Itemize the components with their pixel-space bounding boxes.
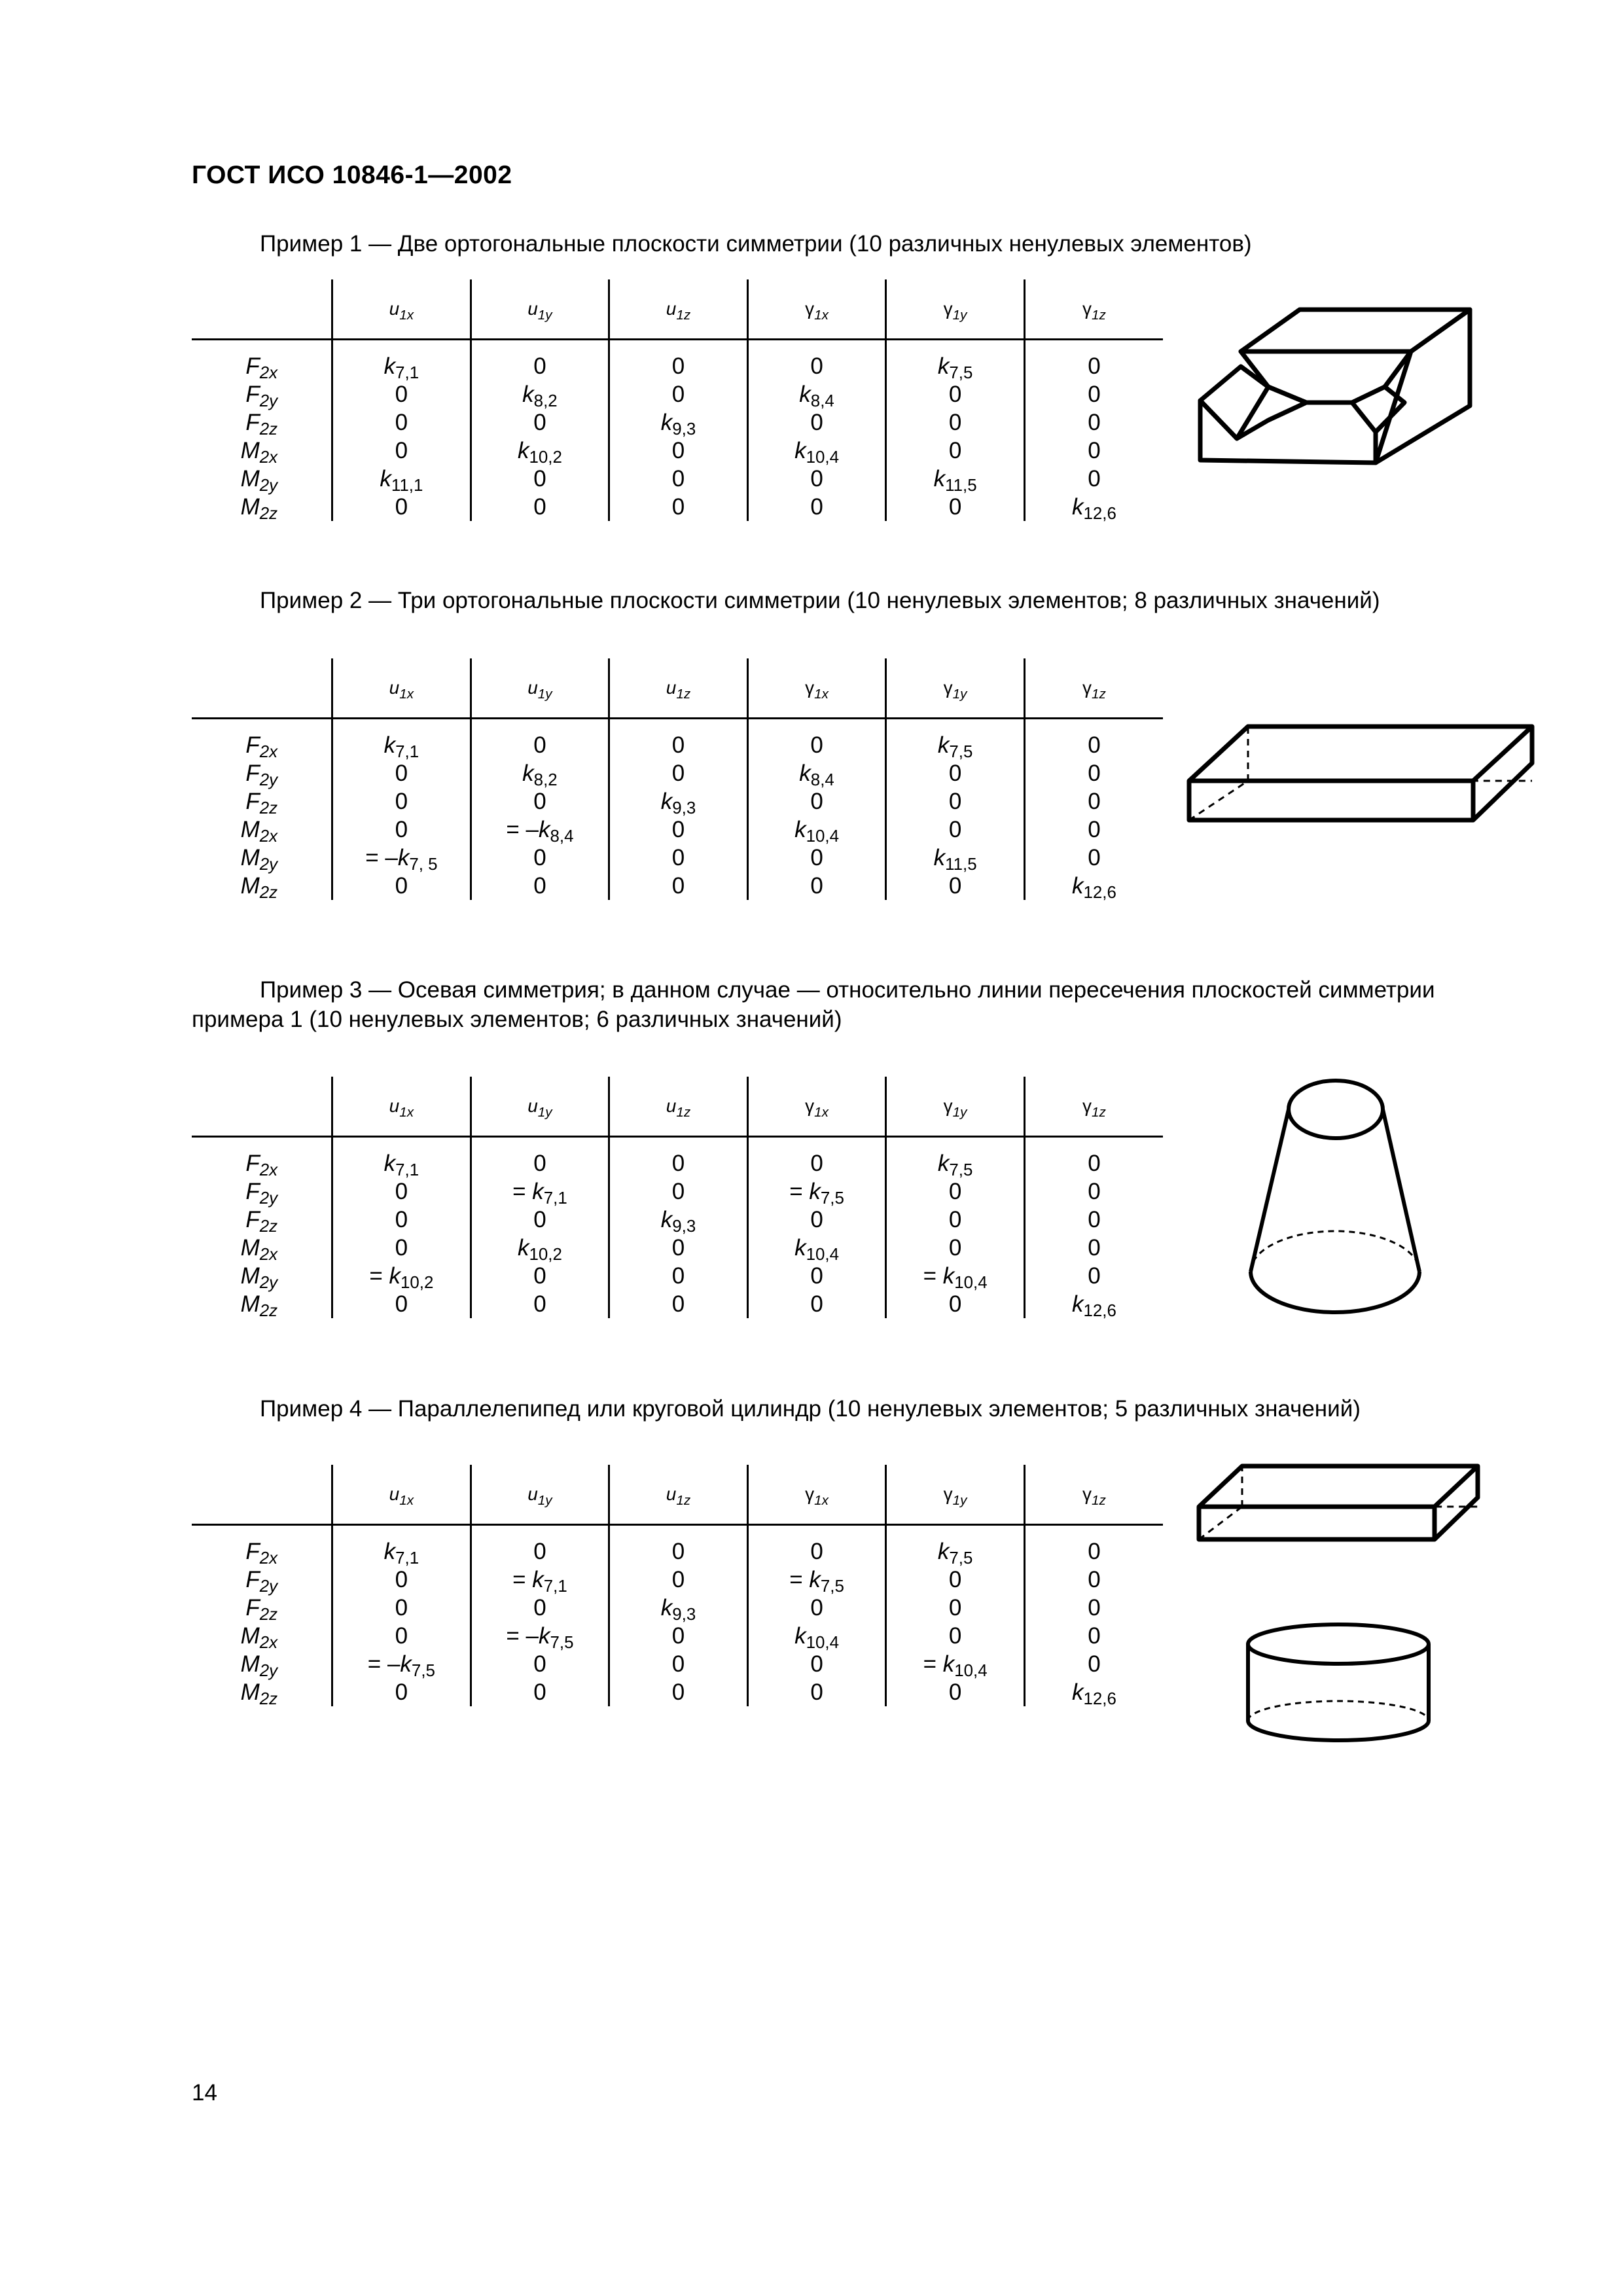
matrix-cell: 0 xyxy=(886,380,1025,408)
row-label: $M_{2y}$ xyxy=(240,1263,278,1292)
matrix-cell: 0 xyxy=(1024,1566,1163,1594)
matrix-cell: 0 xyxy=(747,787,886,816)
matrix-cell: 0 xyxy=(609,872,748,900)
matrix-cell: 0 xyxy=(609,1566,748,1594)
example-3-matrix xyxy=(192,1077,1163,1318)
matrix-cell: 0 xyxy=(471,1678,609,1706)
matrix-cell: 0 xyxy=(1024,1262,1163,1290)
matrix-cell: 0 xyxy=(886,1622,1025,1650)
matrix-cell: $k_{8,4}$ xyxy=(747,759,886,787)
matrix-cell: 0 xyxy=(609,1525,748,1566)
matrix-cell: 0 xyxy=(609,1650,748,1678)
matrix-cell: 0 xyxy=(609,1262,748,1290)
matrix-cell: $k_{10,4}$ xyxy=(747,1234,886,1262)
matrix-cell: 0 xyxy=(1024,465,1163,493)
column-header-5: $\gamma_{1z}$ xyxy=(1024,1077,1163,1137)
matrix-cell: 0 xyxy=(747,1290,886,1318)
matrix-cell: 0 xyxy=(1024,1234,1163,1262)
page-number: 14 xyxy=(192,2080,217,2106)
matrix-cell: = $k_{10,2}$ xyxy=(332,1262,471,1290)
matrix-cell: 0 xyxy=(609,759,748,787)
matrix-cell: 0 xyxy=(1024,1177,1163,1206)
matrix-cell: 0 xyxy=(609,340,748,381)
matrix-cell: $k_{10,4}$ xyxy=(747,1622,886,1650)
matrix-cell: 0 xyxy=(1024,1206,1163,1234)
matrix-cell: 0 xyxy=(1024,380,1163,408)
matrix-cell: 0 xyxy=(747,1262,886,1290)
row-label: $F_{2z}$ xyxy=(245,789,278,817)
matrix-cell: 0 xyxy=(471,1290,609,1318)
column-header-5: $\gamma_{1z}$ xyxy=(1024,279,1163,340)
column-header-4: $\gamma_{1y}$ xyxy=(886,279,1025,340)
row-label: $M_{2z}$ xyxy=(240,873,278,902)
matrix-cell: 0 xyxy=(471,1206,609,1234)
matrix-cell: 0 xyxy=(747,1137,886,1178)
matrix-cell: $k_{11,5}$ xyxy=(886,465,1025,493)
example-1-caption: Пример 1 — Две ортогональные плоскости симметрии (10 различных ненулевых элементов) xyxy=(260,231,1252,257)
matrix-cell: 0 xyxy=(886,787,1025,816)
column-header-0: $u_{1x}$ xyxy=(332,658,471,719)
row-label: $F_{2y}$ xyxy=(245,1179,278,1208)
row-label: $F_{2x}$ xyxy=(245,353,278,382)
column-header-0: $u_{1x}$ xyxy=(332,279,471,340)
matrix-cell: 0 xyxy=(747,1594,886,1622)
matrix-cell: $k_{9,3}$ xyxy=(609,1594,748,1622)
row-label: $M_{2x}$ xyxy=(240,1235,278,1264)
matrix-row xyxy=(192,719,1163,760)
matrix-cell: = $k_{7,5}$ xyxy=(747,1566,886,1594)
matrix-cell: $k_{7,1}$ xyxy=(332,340,471,381)
example-4-caption: Пример 4 — Параллелепипед или круговой цилиндр (10 ненулевых элементов; 5 различных значений) xyxy=(260,1396,1361,1422)
matrix-cell: 0 xyxy=(471,408,609,437)
matrix-cell: 0 xyxy=(747,719,886,760)
matrix-cell: 0 xyxy=(747,1206,886,1234)
matrix-cell: $k_{10,2}$ xyxy=(471,437,609,465)
example-1-matrix xyxy=(192,279,1163,521)
example-2-matrix xyxy=(192,658,1163,900)
column-header-0: $u_{1x}$ xyxy=(332,1465,471,1525)
matrix-cell: 0 xyxy=(1024,816,1163,844)
matrix-cell: = $-k_{7,5}$ xyxy=(332,1650,471,1678)
matrix-cell: 0 xyxy=(747,465,886,493)
matrix-cell: $k_{12,6}$ xyxy=(1024,1678,1163,1706)
matrix-row xyxy=(192,465,1163,493)
matrix-cell: 0 xyxy=(471,465,609,493)
matrix-cell: 0 xyxy=(886,1206,1025,1234)
matrix-row xyxy=(192,437,1163,465)
matrix-cell: 0 xyxy=(1024,787,1163,816)
matrix-cell: 0 xyxy=(1024,340,1163,381)
chamfered-block-figure xyxy=(1195,291,1489,468)
corner-cell xyxy=(192,1465,332,1525)
matrix-cell: $k_{10,2}$ xyxy=(471,1234,609,1262)
matrix-cell: 0 xyxy=(471,787,609,816)
matrix-cell: $k_{8,2}$ xyxy=(471,759,609,787)
matrix-cell: 0 xyxy=(747,1650,886,1678)
column-header-2: $u_{1z}$ xyxy=(609,279,748,340)
matrix-cell: = $-k_{8,4}$ xyxy=(471,816,609,844)
row-label: $F_{2z}$ xyxy=(245,1207,278,1236)
matrix-cell: 0 xyxy=(609,1622,748,1650)
matrix-row xyxy=(192,1262,1163,1290)
matrix-cell: $k_{7,5}$ xyxy=(886,1525,1025,1566)
column-header-2: $u_{1z}$ xyxy=(609,1077,748,1137)
column-header-3: $\gamma_{1x}$ xyxy=(747,658,886,719)
row-label: $M_{2x}$ xyxy=(240,438,278,467)
matrix-cell: 0 xyxy=(747,1678,886,1706)
matrix-cell: 0 xyxy=(332,380,471,408)
matrix-row xyxy=(192,759,1163,787)
matrix-cell: $k_{12,6}$ xyxy=(1024,1290,1163,1318)
matrix-cell: 0 xyxy=(609,437,748,465)
matrix-cell: 0 xyxy=(332,1566,471,1594)
example-3-caption: Пример 3 — Осевая симметрия; в данном случае — относительно линии пересечения плоскостей симметрии примера 1 (10 ненулевых элементов; 6 различных значений) xyxy=(192,977,1435,1032)
matrix-cell: 0 xyxy=(609,380,748,408)
matrix-cell: 0 xyxy=(332,1206,471,1234)
matrix-cell: $k_{7,1}$ xyxy=(332,1137,471,1178)
matrix-cell: $k_{9,3}$ xyxy=(609,408,748,437)
column-header-1: $u_{1y}$ xyxy=(471,1077,609,1137)
matrix-cell: 0 xyxy=(332,759,471,787)
matrix-cell: 0 xyxy=(747,1525,886,1566)
matrix-cell: 0 xyxy=(332,1234,471,1262)
column-header-0: $u_{1x}$ xyxy=(332,1077,471,1137)
matrix-cell: 0 xyxy=(471,844,609,872)
column-header-2: $u_{1z}$ xyxy=(609,1465,748,1525)
matrix-cell: 0 xyxy=(886,872,1025,900)
matrix-cell: 0 xyxy=(747,493,886,521)
row-label: $M_{2x}$ xyxy=(240,1623,278,1652)
matrix-cell: $k_{7,5}$ xyxy=(886,719,1025,760)
matrix-cell: = $k_{7,1}$ xyxy=(471,1566,609,1594)
matrix-row xyxy=(192,1566,1163,1594)
column-header-4: $\gamma_{1y}$ xyxy=(886,1077,1025,1137)
row-label: $M_{2z}$ xyxy=(240,494,278,523)
matrix-cell: 0 xyxy=(332,816,471,844)
matrix-row xyxy=(192,787,1163,816)
matrix-cell: 0 xyxy=(332,408,471,437)
matrix-cell: 0 xyxy=(609,844,748,872)
matrix-cell: $k_{8,4}$ xyxy=(747,380,886,408)
matrix-cell: 0 xyxy=(471,1262,609,1290)
row-label: $F_{2x}$ xyxy=(245,1151,278,1179)
row-label: $M_{2y}$ xyxy=(240,466,278,495)
row-label: $M_{2y}$ xyxy=(240,1651,278,1680)
row-label: $F_{2z}$ xyxy=(245,1595,278,1624)
matrix-cell: $k_{11,5}$ xyxy=(886,844,1025,872)
matrix-cell: 0 xyxy=(332,493,471,521)
matrix-cell: 0 xyxy=(886,816,1025,844)
matrix-cell: 0 xyxy=(886,437,1025,465)
matrix-cell: = $k_{7,1}$ xyxy=(471,1177,609,1206)
matrix-cell: 0 xyxy=(747,408,886,437)
row-label: $M_{2z}$ xyxy=(240,1679,278,1708)
matrix-cell: 0 xyxy=(332,437,471,465)
matrix-cell: $k_{7,1}$ xyxy=(332,1525,471,1566)
matrix-row xyxy=(192,1650,1163,1678)
matrix-cell: = $k_{7,5}$ xyxy=(747,1177,886,1206)
matrix-cell: 0 xyxy=(332,1594,471,1622)
matrix-cell: 0 xyxy=(609,816,748,844)
matrix-cell: 0 xyxy=(1024,1622,1163,1650)
matrix-row xyxy=(192,1234,1163,1262)
matrix-cell: $k_{10,4}$ xyxy=(747,816,886,844)
matrix-cell: 0 xyxy=(471,340,609,381)
matrix-row xyxy=(192,872,1163,900)
matrix-cell: 0 xyxy=(747,872,886,900)
matrix-cell: 0 xyxy=(886,1177,1025,1206)
corner-cell xyxy=(192,279,332,340)
column-header-3: $\gamma_{1x}$ xyxy=(747,1077,886,1137)
document-header: ГОСТ ИСО 10846-1—2002 xyxy=(192,161,512,189)
example-4-matrix xyxy=(192,1465,1163,1706)
matrix-cell: 0 xyxy=(886,759,1025,787)
matrix-cell: 0 xyxy=(471,719,609,760)
matrix-cell: 0 xyxy=(886,1594,1025,1622)
matrix-cell: 0 xyxy=(471,493,609,521)
row-label: $M_{2z}$ xyxy=(240,1291,278,1320)
matrix-cell: 0 xyxy=(471,1594,609,1622)
matrix-cell: 0 xyxy=(1024,759,1163,787)
matrix-cell: $k_{9,3}$ xyxy=(609,787,748,816)
matrix-cell: 0 xyxy=(1024,1525,1163,1566)
row-label: $M_{2y}$ xyxy=(240,845,278,874)
matrix-cell: 0 xyxy=(471,1137,609,1178)
matrix-cell: 0 xyxy=(1024,844,1163,872)
matrix-cell: = $-k_{7, 5}$ xyxy=(332,844,471,872)
matrix-cell: $k_{12,6}$ xyxy=(1024,493,1163,521)
example-2-caption: Пример 2 — Три ортогональные плоскости симметрии (10 ненулевых элементов; 8 различных значений) xyxy=(260,588,1380,613)
matrix-cell: 0 xyxy=(332,1678,471,1706)
matrix-cell: 0 xyxy=(1024,437,1163,465)
truncated-cone-figure xyxy=(1240,1075,1430,1318)
matrix-row xyxy=(192,844,1163,872)
column-header-4: $\gamma_{1y}$ xyxy=(886,1465,1025,1525)
matrix-cell: $k_{8,2}$ xyxy=(471,380,609,408)
matrix-cell: 0 xyxy=(471,1650,609,1678)
matrix-cell: 0 xyxy=(609,1290,748,1318)
row-label: $F_{2y}$ xyxy=(245,382,278,410)
matrix-cell: 0 xyxy=(1024,1650,1163,1678)
matrix-row xyxy=(192,340,1163,381)
matrix-row xyxy=(192,1137,1163,1178)
matrix-cell: = $k_{10,4}$ xyxy=(886,1650,1025,1678)
row-label: $F_{2z}$ xyxy=(245,410,278,439)
column-header-2: $u_{1z}$ xyxy=(609,658,748,719)
matrix-cell: 0 xyxy=(886,1678,1025,1706)
matrix-cell: 0 xyxy=(332,787,471,816)
column-header-3: $\gamma_{1x}$ xyxy=(747,1465,886,1525)
matrix-cell: $k_{12,6}$ xyxy=(1024,872,1163,900)
matrix-cell: 0 xyxy=(1024,719,1163,760)
matrix-cell: 0 xyxy=(1024,1137,1163,1178)
matrix-cell: 0 xyxy=(609,719,748,760)
matrix-cell: 0 xyxy=(1024,408,1163,437)
matrix-cell: 0 xyxy=(1024,1594,1163,1622)
matrix-row xyxy=(192,1678,1163,1706)
row-label: $M_{2x}$ xyxy=(240,817,278,846)
column-header-5: $\gamma_{1z}$ xyxy=(1024,658,1163,719)
flat-box-figure xyxy=(1181,719,1548,830)
matrix-cell: 0 xyxy=(609,465,748,493)
row-label: $F_{2y}$ xyxy=(245,1567,278,1596)
column-header-1: $u_{1y}$ xyxy=(471,279,609,340)
column-header-3: $\gamma_{1x}$ xyxy=(747,279,886,340)
row-label: $F_{2x}$ xyxy=(245,732,278,761)
matrix-cell: $k_{7,5}$ xyxy=(886,1137,1025,1178)
row-label: $F_{2y}$ xyxy=(245,761,278,789)
matrix-row xyxy=(192,408,1163,437)
matrix-cell: 0 xyxy=(471,1525,609,1566)
box-figure xyxy=(1192,1457,1487,1549)
matrix-cell: $k_{11,1}$ xyxy=(332,465,471,493)
matrix-cell: 0 xyxy=(609,493,748,521)
column-header-1: $u_{1y}$ xyxy=(471,658,609,719)
matrix-cell: = $k_{10,4}$ xyxy=(886,1262,1025,1290)
matrix-cell: 0 xyxy=(747,844,886,872)
matrix-row xyxy=(192,1177,1163,1206)
matrix-row xyxy=(192,493,1163,521)
matrix-row xyxy=(192,1525,1163,1566)
matrix-cell: 0 xyxy=(886,408,1025,437)
matrix-cell: 0 xyxy=(886,1290,1025,1318)
matrix-cell: $k_{10,4}$ xyxy=(747,437,886,465)
matrix-cell: 0 xyxy=(609,1177,748,1206)
matrix-cell: $k_{7,5}$ xyxy=(886,340,1025,381)
matrix-cell: 0 xyxy=(886,1234,1025,1262)
cylinder-figure xyxy=(1237,1619,1440,1750)
column-header-5: $\gamma_{1z}$ xyxy=(1024,1465,1163,1525)
matrix-row xyxy=(192,1622,1163,1650)
corner-cell xyxy=(192,658,332,719)
matrix-cell: 0 xyxy=(471,872,609,900)
matrix-cell: 0 xyxy=(332,1622,471,1650)
matrix-row xyxy=(192,380,1163,408)
matrix-row xyxy=(192,816,1163,844)
matrix-cell: 0 xyxy=(332,872,471,900)
corner-cell xyxy=(192,1077,332,1137)
column-header-1: $u_{1y}$ xyxy=(471,1465,609,1525)
matrix-cell: 0 xyxy=(747,340,886,381)
matrix-cell: 0 xyxy=(332,1290,471,1318)
matrix-cell: 0 xyxy=(609,1137,748,1178)
matrix-row xyxy=(192,1594,1163,1622)
matrix-cell: 0 xyxy=(886,493,1025,521)
matrix-cell: 0 xyxy=(886,1566,1025,1594)
matrix-row xyxy=(192,1206,1163,1234)
matrix-cell: 0 xyxy=(609,1678,748,1706)
matrix-cell: 0 xyxy=(332,1177,471,1206)
matrix-cell: 0 xyxy=(609,1234,748,1262)
column-header-4: $\gamma_{1y}$ xyxy=(886,658,1025,719)
matrix-row xyxy=(192,1290,1163,1318)
matrix-cell: $k_{7,1}$ xyxy=(332,719,471,760)
row-label: $F_{2x}$ xyxy=(245,1539,278,1568)
matrix-cell: = $-k_{7,5}$ xyxy=(471,1622,609,1650)
matrix-cell: $k_{9,3}$ xyxy=(609,1206,748,1234)
